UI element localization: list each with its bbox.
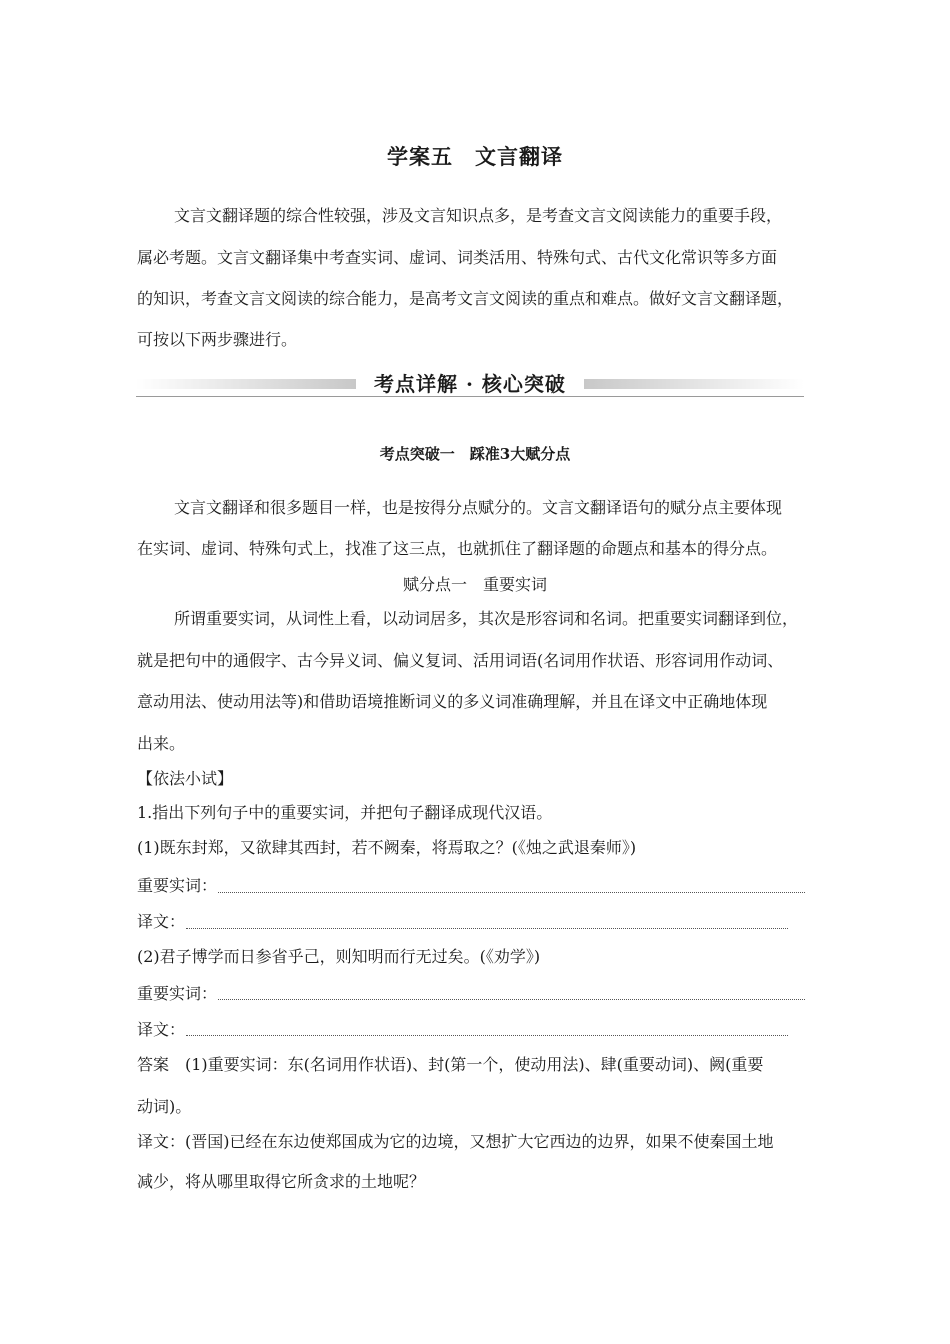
point-para-line-2: 就是把句中的通假字、古今异义词、偏义复词、活用词语(名词用作状语、形容词用作动词、: [137, 651, 784, 670]
q2-key-words-blank[interactable]: [218, 999, 805, 1000]
banner-bar-left: [136, 379, 356, 389]
q1-translation-blank[interactable]: [186, 928, 788, 929]
section-para-line-2: 在实词、虚词、特殊句式上，找准了这三点，也就抓住了翻译题的命题点和基本的得分点。: [137, 539, 778, 558]
q2-translation-label: 译文：: [137, 1020, 186, 1039]
q1-key-words-label: 重要实词：: [137, 876, 218, 895]
banner-bar-right: [584, 379, 804, 389]
q2-translation-blank[interactable]: [186, 1035, 788, 1036]
question-2: (2)君子博学而日参省乎己，则知明而行无过矣。(《劝学》): [137, 947, 541, 966]
answer-line-2: 动词)。: [137, 1097, 192, 1116]
intro-line-4: 可按以下两步骤进行。: [137, 330, 298, 349]
point-para-line-3: 意动用法、使动用法等)和借助语境推断词义的多义词准确理解，并且在译文中正确地体现: [137, 692, 768, 711]
section-banner: [136, 370, 804, 400]
point-title: 赋分点一 重要实词: [402, 575, 547, 594]
q1-translation-label: 译文：: [137, 912, 186, 931]
point-para-line-4: 出来。: [137, 734, 186, 753]
question-1: (1)既东封郑，又欲肆其西封，若不阙秦，将焉取之？(《烛之武退秦师》): [137, 838, 637, 857]
point-para-line-1: 所谓重要实词，从词性上看，以动词居多，其次是形容词和名词。把重要实词翻译到位，: [174, 609, 799, 628]
answer-line-3: 译文：(晋国)已经在东边使郑国成为它的边境，又想扩大它西边的边界，如果不使秦国土地: [137, 1132, 774, 1151]
answer-line-4: 减少，将从哪里取得它所贪求的土地呢？: [137, 1172, 426, 1191]
page-title: 学案五 文言翻译: [387, 144, 563, 169]
q2-key-words-label: 重要实词：: [137, 984, 218, 1003]
practice-label: 【依法小试】: [137, 769, 234, 788]
section-title: 考点突破一 踩准3大赋分点: [379, 445, 571, 463]
banner-label: 考点详解 · 核心突破: [374, 372, 566, 396]
intro-line-3: 的知识，考查文言文阅读的综合能力，是高考文言文阅读的重点和难点。做好文言文翻译题，: [137, 289, 794, 308]
intro-line-2: 属必考题。文言文翻译集中考查实词、虚词、词类活用、特殊句式、古代文化常识等多方面: [137, 248, 778, 267]
q1-key-words-blank[interactable]: [218, 892, 805, 893]
answer-line-1: 答案 (1)重要实词：东(名词用作状语)、封(第一个，使动用法)、肆(重要动词)、阙(重要: [137, 1055, 764, 1074]
section-para-line-1: 文言文翻译和很多题目一样，也是按得分点赋分的。文言文翻译语句的赋分点主要体现: [174, 498, 783, 517]
question-text: 1.指出下列句子中的重要实词，并把句子翻译成现代汉语。: [137, 803, 553, 822]
intro-line-1: 文言文翻译题的综合性较强，涉及文言知识点多，是考查文言文阅读能力的重要手段，: [174, 206, 783, 225]
